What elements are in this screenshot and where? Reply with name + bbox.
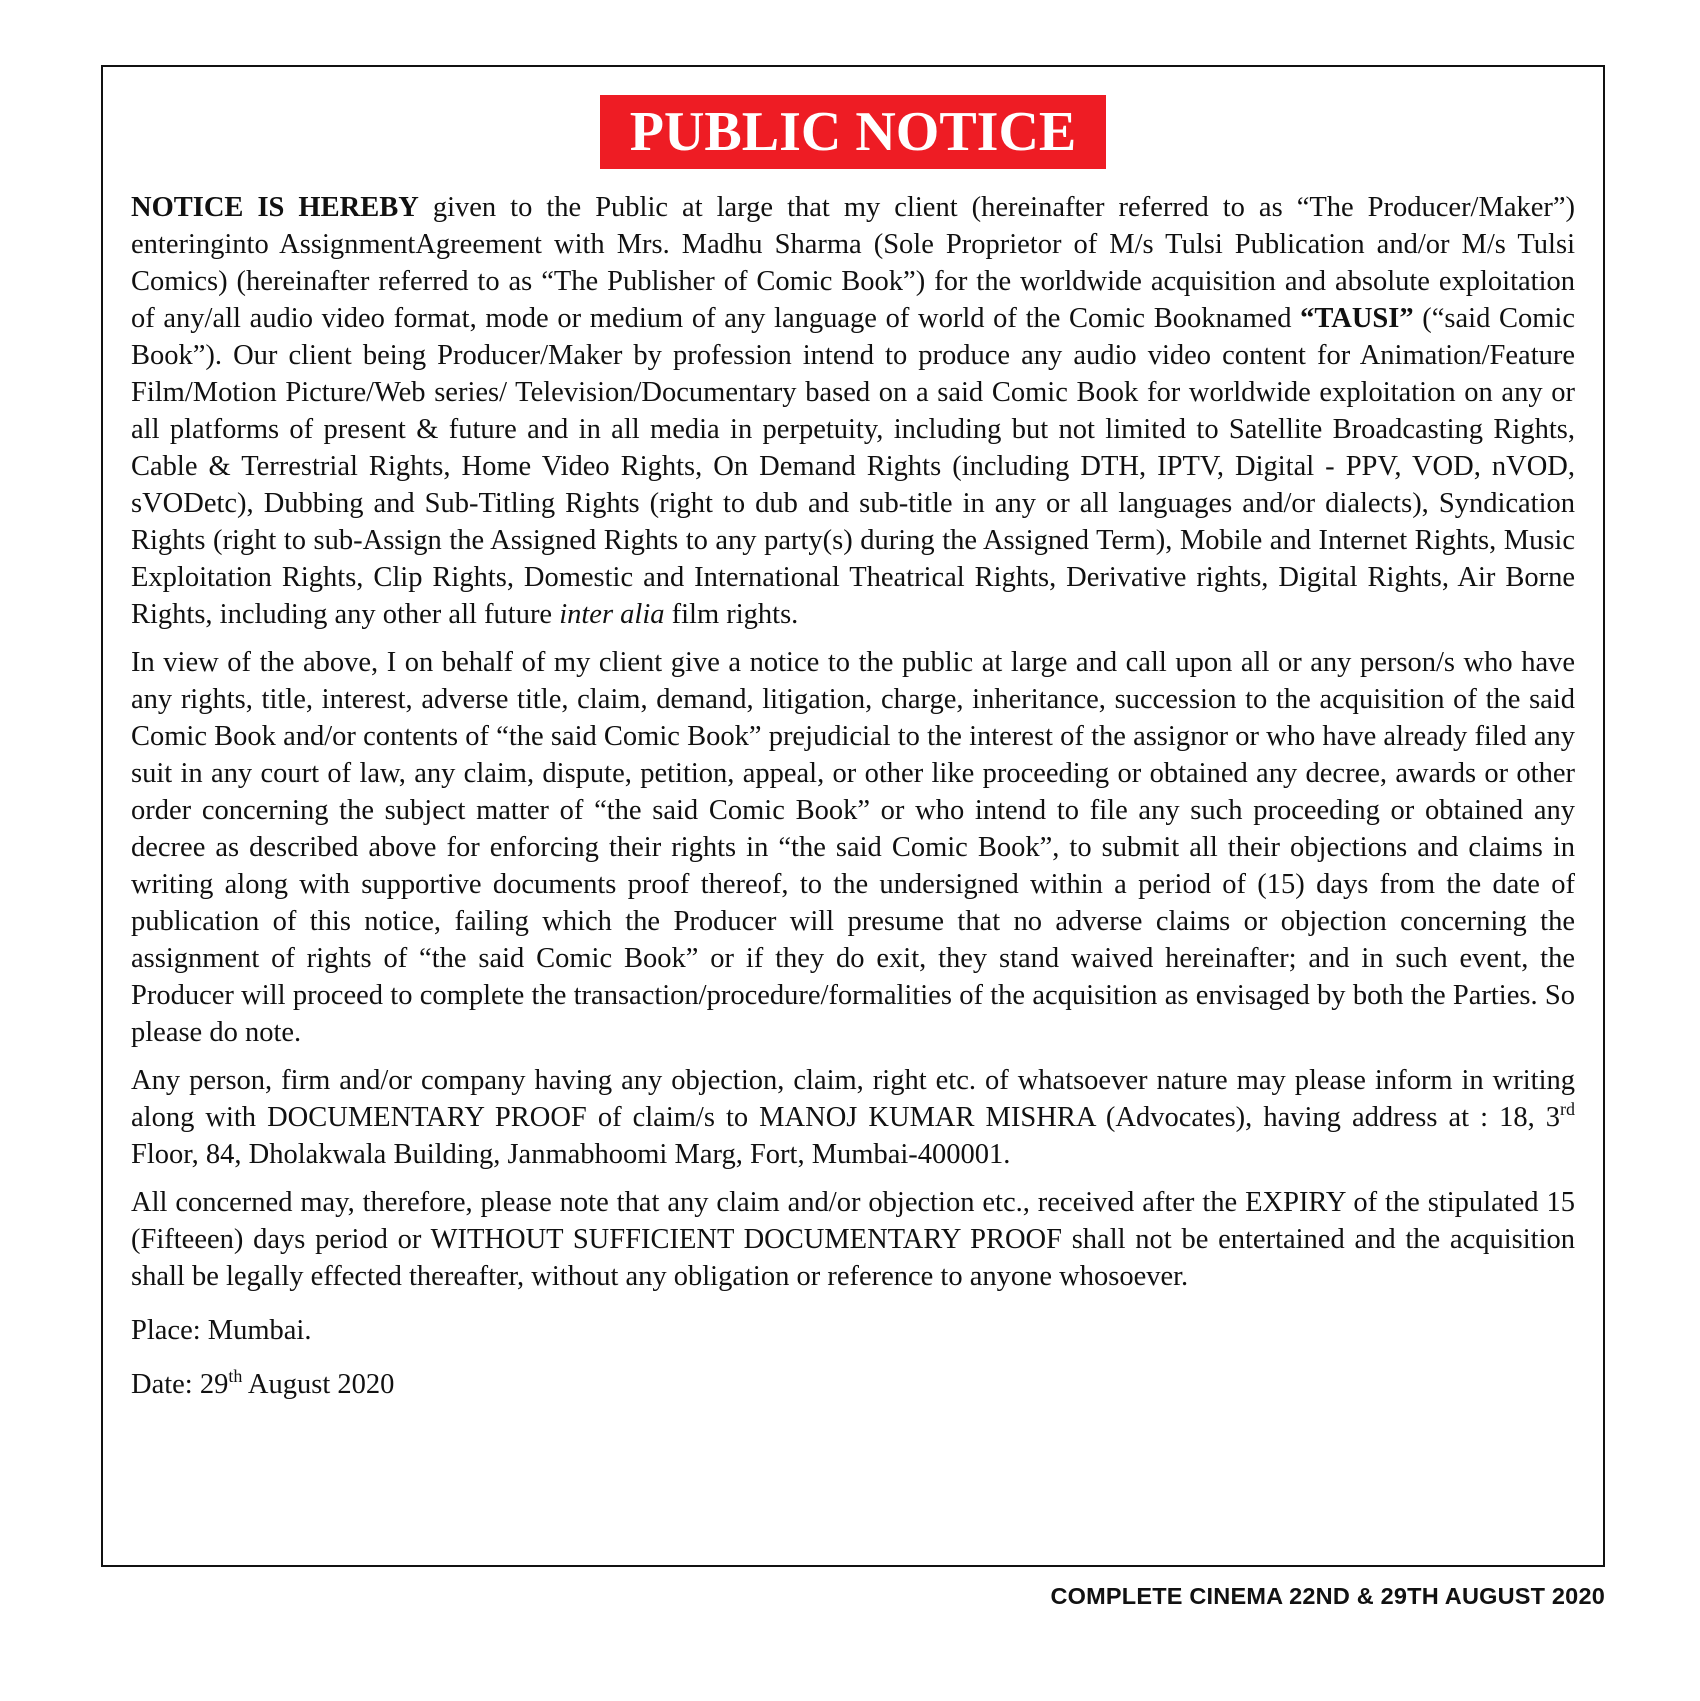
date-line (131, 1366, 1575, 1403)
date-ordinal: th (228, 1366, 243, 1386)
paragraph-expiry: All concerned may, therefore, please note that any claim and/or objection etc., received after the EXPIRY of the stipulated 15 (Fifteeen) days period or WITHOUT SUFFICIENT DOCUMENTARY PROOF shall not be entertained and the acquisition shall be legally effected thereafter, without any obligation or reference to anyone whosoever. (131, 1187, 1575, 1292)
inter-alia-text: inter alia (559, 599, 665, 630)
paragraph-notice-text-c: film rights. (664, 599, 799, 630)
floor-ordinal: rd (1560, 1099, 1575, 1119)
paragraph-contact-text-a: Any person, firm and/or company having any objection, claim, right etc. of whatsoever nature may please inform in writing along with DOCUMENTARY PROOF of claim/s to MANOJ KUMAR MISHRA (Advocates), having address at : 18, 3 (131, 1065, 1575, 1133)
paragraph-contact-text-b: Floor, 84, Dholakwala Building, Janmabhoomi Marg, Fort, Mumbai-400001. (131, 1139, 1011, 1170)
publication-footer: COMPLETE CINEMA 22ND & 29TH AUGUST 2020 (1050, 1583, 1605, 1609)
notice-lead: NOTICE IS HEREBY (131, 192, 419, 223)
paragraph-call-upon: In view of the above, I on behalf of my client give a notice to the public at large and call upon all or any person/s who have any rights, title, interest, adverse title, claim, demand, litigation, charge, inheritance, succession to the acquisition of the said Comic Book and/or contents of “the said Comic Book” prejudicial to the interest of the assignor or who have already filed any suit in any court of law, any claim, dispute, petition, appeal, or other like proceeding or obtained any decree, awards or other order concerning the subject matter of “the said Comic Book” or who intend to file any such proceeding or obtained any decree as described above for enforcing their rights in “the said Comic Book”, to submit all their objections and claims in writing along with supportive documents proof thereof, to the undersigned within a period of (15) days from the date of publication of this notice, failing which the Producer will presume that no adverse claims or objection concerning the assignment of rights of “the said Comic Book” or if they do exit, they stand waived hereinafter; and in such event, the Producer will proceed to complete the transaction/procedure/formalities of the acquisition as envisaged by both the Parties. So please do note. (131, 647, 1575, 1048)
notice-body (131, 189, 1575, 1414)
paragraph-notice (131, 189, 1575, 633)
date-prefix: Date: 29 (131, 1369, 229, 1400)
place-line: Place: Mumbai. (131, 1315, 312, 1346)
notice-box (101, 65, 1605, 1567)
paragraph-notice-text-b: (“said Comic Book”). Our client being Producer/Maker by profession intend to produce any audio video content for Animation/Feature Film/Motion Picture/Web series/ Television/Documentary based on a said Comic Book for worldwide exploitation on any or all platforms of present & future and in all media in perpetuity, including but not limited to Satellite Broadcasting Rights, Cable & Terrestrial Rights, Home Video Rights, On Demand Rights (including DTH, IPTV, Digital - PPV, VOD, nVOD, sVODetc), Dubbing and Sub-Titling Rights (right to dub and sub-title in any or all languages and/or dialects), Syndication Rights (right to sub-Assign the Assigned Rights to any party(s) during the Assigned Term), Mobile and Internet Rights, Music Exploitation Rights, Clip Rights, Domestic and International Theatrical Rights, Derivative rights, Digital Rights, Air Borne Rights, including any other all future (131, 303, 1575, 630)
paragraph-contact (131, 1062, 1575, 1173)
page-title: PUBLIC NOTICE (600, 95, 1107, 169)
date-suffix: August 2020 (242, 1369, 395, 1400)
book-name: “TAUSI” (1300, 303, 1414, 334)
paragraph-notice-text-a: given to the Public at large that my client (hereinafter referred to as “The Producer/Maker”) enteringinto AssignmentAgreement with Mrs. Madhu Sharma (Sole Proprietor of M/s Tulsi Publication and/or M/s Tulsi Comics) (hereinafter referred to as “The Publisher of Comic Book”) for the worldwide acquisition and absolute exploitation of any/all audio video format, mode or medium of any language of world of the Comic Booknamed (131, 192, 1575, 334)
title-wrap (103, 95, 1603, 169)
